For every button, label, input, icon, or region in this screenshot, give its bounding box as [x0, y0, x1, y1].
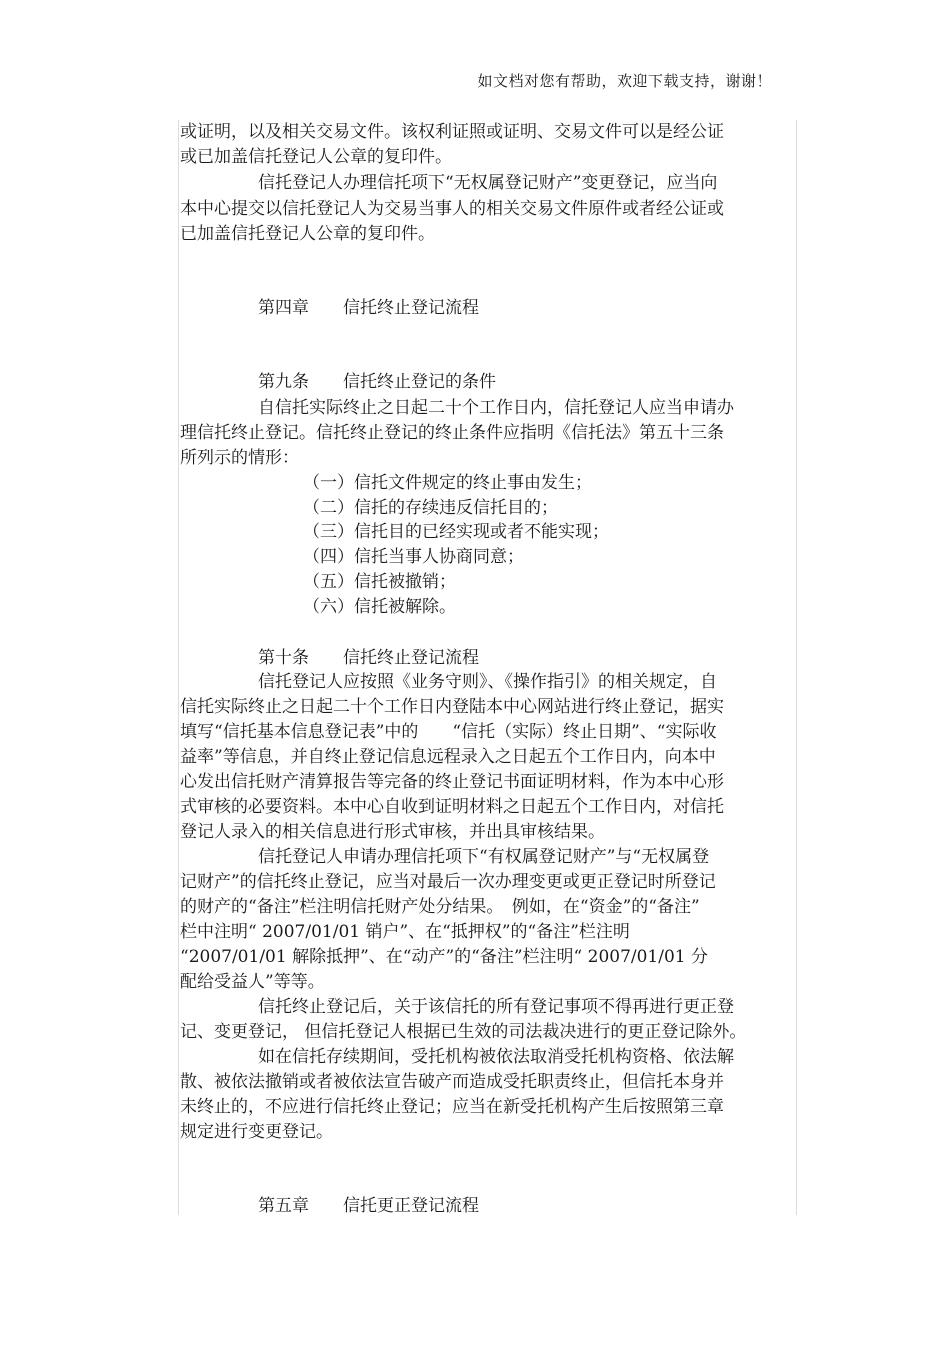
article-10-title: 信托终止登记流程 [343, 648, 479, 668]
chapter-4-title: 信托终止登记流程 [343, 298, 479, 318]
paragraph-line: 心发出信托财产清算报告等完备的终止登记书面证明材料，作为本中心形 [180, 772, 724, 792]
chapter-5-title: 信托更正登记流程 [343, 1196, 479, 1216]
paragraph-line: 信托终止登记后，关于该信托的所有登记事项不得再进行更正登 [258, 997, 734, 1017]
paragraph-line: 规定进行变更登记。 [180, 1122, 333, 1142]
list-item: （三）信托目的已经实现或者不能实现； [303, 522, 609, 542]
paragraph-line: 填写“信托基本信息登记表”中的 “信托（实际）终止日期”、“实际收 [180, 722, 717, 742]
paragraph-line: 本中心提交以信托登记人为交易当事人的相关交易文件原件或者经公证或 [180, 199, 724, 219]
right-margin-line [796, 120, 797, 1215]
paragraph-line: 自信托实际终止之日起二十个工作日内，信托登记人应当申请办 [258, 398, 734, 418]
paragraph-line: 信托登记人办理信托项下“无权属登记财产”变更登记，应当向 [258, 173, 718, 193]
paragraph-line: 记财产”的信托终止登记，应当对最后一次办理变更或更正登记时所登记 [180, 872, 716, 892]
chapter-4-number: 第四章 [258, 298, 309, 318]
paragraph-line: 信托登记人申请办理信托项下“有权属登记财产”与“无权属登 [258, 847, 710, 867]
article-10-number: 第十条 [258, 648, 309, 668]
paragraph-line: 散、被依法撤销或者被依法宣告破产而造成受托职责终止，但信托本身并 [180, 1072, 724, 1092]
list-item: （四）信托当事人协商同意； [303, 547, 524, 567]
list-item: （一）信托文件规定的终止事由发生； [303, 473, 592, 493]
paragraph-line: 的财产的“备注”栏注明信托财产处分结果。 例如，在“资金”的“备注” [180, 897, 700, 917]
paragraph-line: 未终止的，不应进行信托终止登记；应当在新受托机构产生后按照第三章 [180, 1097, 724, 1117]
paragraph-line: 信托登记人应按照《业务守则》、《操作指引》的相关规定，自 [258, 672, 717, 692]
paragraph-line: 式审核的必要资料。本中心自收到证明材料之日起五个工作日内，对信托 [180, 797, 724, 817]
left-margin-line [178, 120, 179, 1215]
paragraph-line: 如在信托存续期间，受托机构被依法取消受托机构资格、依法解 [258, 1047, 734, 1067]
chapter-5-number: 第五章 [258, 1196, 309, 1216]
page-header: 如文档对您有帮助，欢迎下载支持，谢谢！ [477, 72, 772, 90]
paragraph-line: 已加盖信托登记人公章的复印件。 [180, 224, 435, 244]
paragraph-line: 信托实际终止之日起二十个工作日内登陆本中心网站进行终止登记，据实 [180, 697, 724, 717]
list-item: （六）信托被解除。 [303, 597, 456, 617]
list-item: （二）信托的存续违反信托目的； [303, 498, 558, 518]
paragraph-line: 栏中注明“ 2007/01/01 销户”、在“抵押权”的“备注”栏注明 [180, 922, 630, 942]
paragraph-line: 配给受益人”等等。 [180, 972, 325, 992]
paragraph-line: 登记人录入的相关信息进行形式审核，并出具审核结果。 [180, 822, 605, 842]
paragraph-line: 理信托终止登记。信托终止登记的终止条件应指明《信托法》第五十三条 [180, 423, 724, 443]
paragraph-line: 记、变更登记， 但信托登记人根据已生效的司法裁决进行的更正登记除外。 [180, 1022, 747, 1042]
list-item: （五）信托被撤销； [303, 572, 456, 592]
article-9-title: 信托终止登记的条件 [343, 372, 496, 392]
paragraph-line: 所列示的情形： [180, 448, 299, 468]
paragraph-line: 或证明，以及相关交易文件。该权利证照或证明、交易文件可以是经公证 [180, 122, 724, 142]
paragraph-line: “2007/01/01 解除抵押”、在“动产”的“备注”栏注明“ 2007/01/01 分 [180, 947, 709, 967]
paragraph-line: 益率”等信息，并自终止登记信息远程录入之日起五个工作日内，向本中 [180, 747, 716, 767]
article-9-number: 第九条 [258, 372, 309, 392]
paragraph-line: 或已加盖信托登记人公章的复印件。 [180, 147, 452, 167]
